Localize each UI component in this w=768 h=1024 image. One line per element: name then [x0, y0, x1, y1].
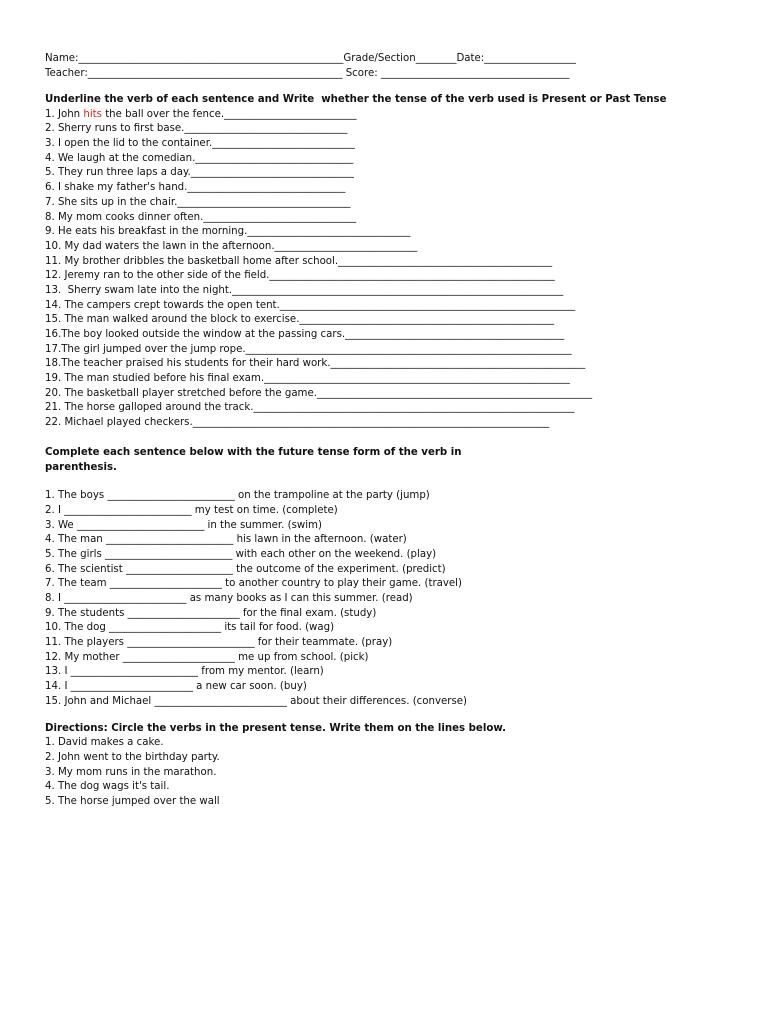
part2-item: 12. My mother ______________________ me up from school. (pick) — [45, 651, 369, 663]
part1-item: 15. The man walked around the block to exercise.__________________________________________________ — [45, 314, 555, 326]
part1-item: 12. Jeremy ran to the other side of the field.________________________________________________________ — [45, 270, 555, 282]
part1-item: 13. Sherry swam late into the night._________________________________________________________________ — [45, 284, 564, 296]
teacher-score-line: Teacher:__________________________________________________ Score: _____________________________________ — [45, 68, 570, 79]
part1-item: 3. I open the lid to the container.____________________________ — [45, 138, 355, 150]
part1-item: 11. My brother dribbles the basketball home after school.__________________________________________ — [45, 255, 553, 267]
part1-item: 20. The basketball player stretched before the game.______________________________________________________ — [45, 387, 593, 399]
header — [45, 51, 725, 81]
part3-item: 5. The horse jumped over the wall — [45, 795, 220, 807]
part1-item: 17.The girl jumped over the jump rope.________________________________________________________________ — [45, 343, 572, 355]
part3-item: 2. John went to the birthday party. — [45, 751, 220, 763]
part2-item: 2. I _________________________ my test on time. (complete) — [45, 504, 338, 516]
part2-item: 13. I _________________________ from my mentor. (learn) — [45, 666, 324, 678]
part2-item: 11. The players _________________________ for their teammate. (pray) — [45, 637, 393, 649]
part1-item: 5. They run three laps a day.________________________________ — [45, 167, 354, 179]
part1-item: 7. She sits up in the chair.__________________________________ — [45, 196, 351, 208]
part2-item: 8. I ________________________ as many books as I can this summer. (read) — [45, 593, 413, 604]
part1-item: 6. I shake my father's hand._______________________________ — [45, 182, 346, 194]
part2-item: 10. The dog ______________________ its tail for food. (wag) — [45, 622, 335, 634]
part2-item: 1. The boys _________________________ on the trampoline at the party (jump) — [45, 490, 430, 502]
part3-list — [45, 736, 725, 809]
name-grade-date-line: Name:____________________________________________________Grade/Section________Date:__________________ — [45, 53, 576, 64]
worksheet — [45, 51, 725, 810]
part2-item: 3. We _________________________ in the summer. (swim) — [45, 519, 322, 531]
part2-title: Complete each sentence below with the future tense form of the verb in — [45, 446, 462, 458]
part1-item: 4. We laugh at the comedian._______________________________ — [45, 152, 354, 164]
part1-item: 9. He eats his breakfast in the morning.________________________________ — [45, 226, 411, 238]
part1-item — [45, 108, 725, 123]
part1-list — [45, 122, 725, 430]
part1-item: 21. The horse galloped around the track._______________________________________________________________ — [45, 402, 575, 414]
part1-title: Underline the verb of each sentence and Write whether the tense of the verb used is Present or Past Tense — [45, 94, 667, 105]
part2-list — [45, 489, 725, 709]
part2-item: 9. The students ______________________ for the final exam. (study) — [45, 607, 377, 619]
part3-item: 1. David makes a cake. — [45, 737, 164, 749]
part2-item: 6. The scientist _____________________ the outcome of the experiment. (predict) — [45, 563, 446, 575]
part2-item: 15. John and Michael __________________________ about their differences. (converse) — [45, 695, 467, 707]
part1-section — [45, 93, 725, 431]
highlighted-verb: hits — [83, 108, 102, 120]
part1-item: 10. My dad waters the lawn in the afternoon.____________________________ — [45, 240, 418, 252]
part1-item: 16.The boy looked outside the window at the passing cars.___________________________________________ — [45, 329, 565, 340]
part2-section — [45, 446, 725, 710]
part1-item: 14. The campers crept towards the open tent.__________________________________________________________ — [45, 299, 576, 311]
part1-item: 8. My mom cooks dinner often.______________________________ — [45, 211, 357, 223]
part2-item: 4. The man _________________________ his lawn in the afternoon. (water) — [45, 534, 407, 546]
part1-item: 22. Michael played checkers.______________________________________________________________________ — [45, 417, 550, 429]
part3-title: Directions: Circle the verbs in the present tense. Write them on the lines below. — [45, 722, 506, 734]
item-text: 1. John — [45, 108, 84, 120]
part3-item: 4. The dog wags it's tail. — [45, 781, 170, 793]
part1-item: 19. The man studied before his final exam.____________________________________________________________ — [45, 373, 570, 385]
item-text: the ball over the fence.__________________________ — [101, 108, 357, 120]
part2-item: 7. The team ______________________ to another country to play their game. (travel) — [45, 578, 462, 590]
part3-item: 3. My mom runs in the marathon. — [45, 766, 217, 778]
part2-item: 14. I ________________________ a new car soon. (buy) — [45, 681, 307, 693]
part1-item: 2. Sherry runs to first base.________________________________ — [45, 123, 348, 135]
part2-title-continued: parenthesis. — [45, 461, 117, 473]
part3-section — [45, 722, 725, 810]
part1-item: 18.The teacher praised his students for their hard work.__________________________________________________ — [45, 358, 586, 370]
part2-item: 5. The girls _________________________ with each other on the weekend. (play) — [45, 548, 437, 560]
